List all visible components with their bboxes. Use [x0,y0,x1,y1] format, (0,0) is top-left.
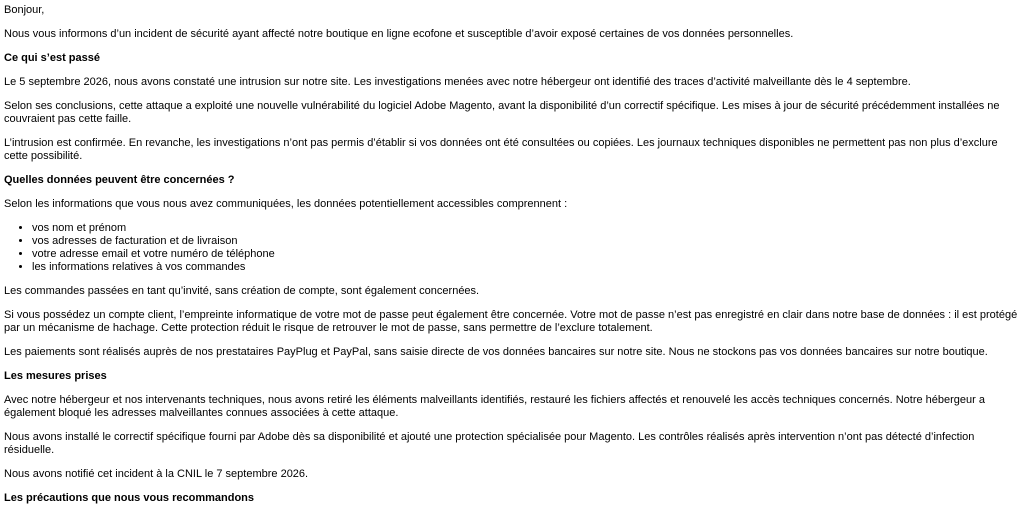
section-measures-taken [4,370,1020,481]
paragraph: Les paiements sont réalisés auprès de nos prestataires PayPlug et PayPal, sans saisie directe de vos données bancaires sur notre site. Nous ne stockons pas vos données bancaires sur notre boutique. [4,346,988,358]
intro-paragraph: Nous vous informons d’un incident de sécurité ayant affecté notre boutique en ligne ecofone et susceptible d’avoir exposé certaines de vos données personnelles. [4,28,794,40]
list-item: • vos nom et prénom [32,222,1020,235]
paragraph: Si vous possédez un compte client, l’empreinte informatique de votre mot de passe peut également être concernée. Votre mot de passe n’est pas enregistré en clair dans notre base de données : il est protégé par un mécanisme de hachage. Cette protection réduit le risque de retrouver le mot de passe, sans permettre de l’exclure totalement. [4,309,1018,334]
list-item: • vos adresses de facturation et de livraison [32,235,1020,248]
paragraph: Avec notre hébergeur et nos intervenants techniques, nous avons retiré les éléments malveillants identifiés, restauré les fichiers affectés et renouvelé les accès techniques concernés. Notre hébergeur a également bloqué les adresses malveillantes connues associées à cette attaque. [4,394,985,419]
section-heading: Les précautions que nous vous recommandons [4,492,254,504]
paragraph: Les commandes passées en tant qu’invité, sans création de compte, sont également concernées. [4,285,480,297]
paragraph: Nous avons notifié cet incident à la CNIL le 7 septembre 2026. [4,468,309,480]
paragraph: Selon ses conclusions, cette attaque a exploité une nouvelle vulnérabilité du logiciel Adobe Magento, avant la disponibilité d’un correctif spécifique. Les mises à jour de sécurité précédemment installées ne couvraient pas cette faille. [4,100,1000,125]
section-heading: Les mesures prises [4,370,107,382]
paragraph: Le 5 septembre 2026, nous avons constaté une intrusion sur notre site. Les investigations menées avec notre hébergeur ont identifié des traces d’activité malveillante dès le 4 septembre. [4,76,911,88]
greeting: Bonjour, [4,4,45,16]
section-heading: Quelles données peuvent être concernées ? [4,174,235,186]
section-precautions [4,492,1020,505]
paragraph: L’intrusion est confirmée. En revanche, les investigations n’ont pas permis d’établir si vos données ont été consultées ou copiées. Les journaux techniques disponibles ne permettent pas non plus d’exclure cette possibilité. [4,137,998,162]
section-data-concerned [4,174,1020,359]
data-list [4,222,1020,274]
list-item: • les informations relatives à vos commandes [32,261,1020,274]
section-heading: Ce qui s’est passé [4,52,100,64]
list-lead: Selon les informations que vous nous avez communiquées, les données potentiellement accessibles comprennent : [4,198,568,210]
section-what-happened [4,52,1020,163]
list-item: • votre adresse email et votre numéro de téléphone [32,248,1020,261]
paragraph: Nous avons installé le correctif spécifique fourni par Adobe dès sa disponibilité et ajouté une protection spécialisée pour Magento. Les contrôles réalisés après intervention n’ont pas détecté d’infection résiduelle. [4,431,975,456]
